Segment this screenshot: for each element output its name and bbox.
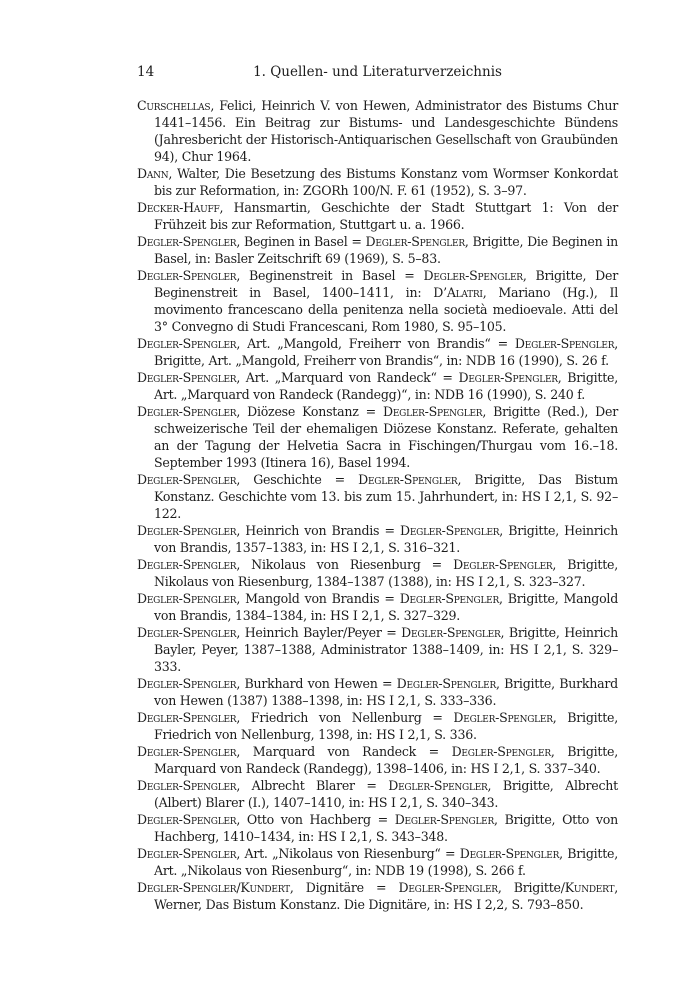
bibliography-entry <box>137 267 618 335</box>
entry-author: Curschellas <box>137 98 211 113</box>
bibliography-entry <box>137 369 618 403</box>
bibliography-entry <box>137 743 618 777</box>
entry-author: Degler-Spengler <box>137 404 237 419</box>
bibliography-entry <box>137 233 618 267</box>
entry-author: Degler-Spengler <box>137 744 237 759</box>
entry-author: Degler-Spengler <box>137 625 237 640</box>
bibliography-entry <box>137 777 618 811</box>
bibliography-entry <box>137 556 618 590</box>
bibliography-list <box>137 97 618 913</box>
entry-text: , Beginen in Basel = Degler-Spengler, Brigitte, Die Beginen in Basel, in: Basler Zeitschrift 69 (1969), S. 5–83. <box>154 234 618 266</box>
entry-author: Degler-Spengler/Kundert <box>137 880 290 895</box>
page-number: 14 <box>137 64 155 80</box>
bibliography-entry <box>137 522 618 556</box>
bibliography-entry <box>137 624 618 675</box>
bibliography-entry <box>137 590 618 624</box>
entry-author: Dann <box>137 166 169 181</box>
entry-text: , Walter, Die Besetzung des Bistums Konstanz vom Wormser Konkordat bis zur Reformation, in: ZGORh 100/N. F. 61 (1952), S. 3–97. <box>154 166 618 198</box>
entry-author: Degler-Spengler <box>137 472 237 487</box>
entry-author: Degler-Spengler <box>137 778 237 793</box>
entry-text: , Heinrich Bayler/Peyer = Degler-Spengler, Brigitte, Heinrich Bayler, Peyer, 1387–1388, Administrator 1388–1409, in: HS I 2,1, S. 329–333. <box>154 625 618 674</box>
bibliography-entry <box>137 845 618 879</box>
entry-text: , Art. „Marquard von Randeck“ = Degler-Spengler, Brigitte, Art. „Marquard von Randeck (Randegg)“, in: NDB 16 (1990), S. 240 f. <box>154 370 618 402</box>
bibliography-entry <box>137 165 618 199</box>
entry-text: , Burkhard von Hewen = Degler-Spengler, Brigitte, Burkhard von Hewen (1387) 1388–1398, in: HS I 2,1, S. 333–336. <box>154 676 618 708</box>
entry-text: , Beginenstreit in Basel = Degler-Spengler, Brigitte, Der Beginenstreit in Basel, 1400–1411, in: D’Alatri, Mariano (Hg.), Il movimento francescano della penitenza nella società medioevale. Atti del 3° Convegno di Studi Francescani, Rom 1980, S. 95–105. <box>154 268 618 334</box>
entry-author: Degler-Spengler <box>137 710 237 725</box>
entry-text: , Otto von Hachberg = Degler-Spengler, Brigitte, Otto von Hachberg, 1410–1434, in: HS I 2,1, S. 343–348. <box>154 812 618 844</box>
entry-author: Degler-Spengler <box>137 370 237 385</box>
running-head <box>137 62 618 82</box>
entry-text: , Felici, Heinrich V. von Hewen, Administrator des Bistums Chur 1441–1456. Ein Beitrag zur Bistums- und Landesgeschichte Bündens (Jahresbericht der Historisch-Antiquarischen Gesellschaft von Graubünden 94), Chur 1964. <box>154 98 618 164</box>
entry-author: Degler-Spengler <box>137 523 237 538</box>
entry-text: , Nikolaus von Riesenburg = Degler-Spengler, Brigitte, Nikolaus von Riesenburg, 1384–1387 (1388), in: HS I 2,1, S. 323–327. <box>154 557 618 589</box>
bibliography-entry <box>137 403 618 471</box>
entry-text: , Heinrich von Brandis = Degler-Spengler, Brigitte, Heinrich von Brandis, 1357–1383, in: HS I 2,1, S. 316–321. <box>154 523 618 555</box>
entry-author: Degler-Spengler <box>137 557 237 572</box>
entry-author: Degler-Spengler <box>137 268 237 283</box>
entry-author: Degler-Spengler <box>137 676 237 691</box>
entry-text: , Dignitäre = Degler-Spengler, Brigitte/Kundert, Werner, Das Bistum Konstanz. Die Dignitäre, in: HS I 2,2, S. 793–850. <box>154 880 618 912</box>
bibliography-entry <box>137 97 618 165</box>
entry-author: Degler-Spengler <box>137 336 237 351</box>
entry-author: Degler-Spengler <box>137 812 237 827</box>
entry-text: , Diözese Konstanz = Degler-Spengler, Brigitte (Red.), Der schweizerische Teil der ehemaligen Diözese Konstanz. Referate, gehalten an der Tagung der Helvetia Sacra in Fischingen/Thurgau vom 16.–18. September 1993 (Itinera 16), Basel 1994. <box>154 404 618 470</box>
entry-text: , Friedrich von Nellenburg = Degler-Spengler, Brigitte, Friedrich von Nellenburg, 1398, in: HS I 2,1, S. 336. <box>154 710 618 742</box>
bibliography-entry <box>137 709 618 743</box>
bibliography-entry <box>137 879 618 913</box>
bibliography-entry <box>137 811 618 845</box>
entry-author: Decker-Hauff <box>137 200 220 215</box>
running-head-title: 1. Quellen- und Literaturverzeichnis <box>253 64 502 80</box>
bibliography-entry <box>137 471 618 522</box>
entry-text: , Mangold von Brandis = Degler-Spengler, Brigitte, Mangold von Brandis, 1384–1384, in: HS I 2,1, S. 327–329. <box>154 591 619 623</box>
entry-author: Degler-Spengler <box>137 234 237 249</box>
entry-text: , Marquard von Randeck = Degler-Spengler, Brigitte, Marquard von Randeck (Randegg), 1398–1406, in: HS I 2,1, S. 337–340. <box>154 744 618 776</box>
entry-author: Degler-Spengler <box>137 591 237 606</box>
entry-text: , Geschichte = Degler-Spengler, Brigitte, Das Bistum Konstanz. Geschichte vom 13. bis zum 15. Jahrhundert, in: HS I 2,1, S. 92–122. <box>154 472 618 521</box>
entry-text: , Hansmartin, Geschichte der Stadt Stuttgart 1: Von der Frühzeit bis zur Reformation, Stuttgart u. a. 1966. <box>154 200 618 232</box>
entry-author: Degler-Spengler <box>137 846 237 861</box>
bibliography-entry <box>137 199 618 233</box>
bibliography-entry <box>137 675 618 709</box>
bibliography-entry <box>137 335 618 369</box>
entry-text: , Art. „Mangold, Freiherr von Brandis“ = Degler-Spengler, Brigitte, Art. „Mangold, Freiherr von Brandis“, in: NDB 16 (1990), S. 26 f. <box>154 336 618 368</box>
entry-text: , Art. „Nikolaus von Riesenburg“ = Degler-Spengler, Brigitte, Art. „Nikolaus von Riesenburg“, in: NDB 19 (1998), S. 266 f. <box>154 846 618 878</box>
entry-text: , Albrecht Blarer = Degler-Spengler, Brigitte, Albrecht (Albert) Blarer (I.), 1407–1410, in: HS I 2,1, S. 340–343. <box>154 778 618 810</box>
